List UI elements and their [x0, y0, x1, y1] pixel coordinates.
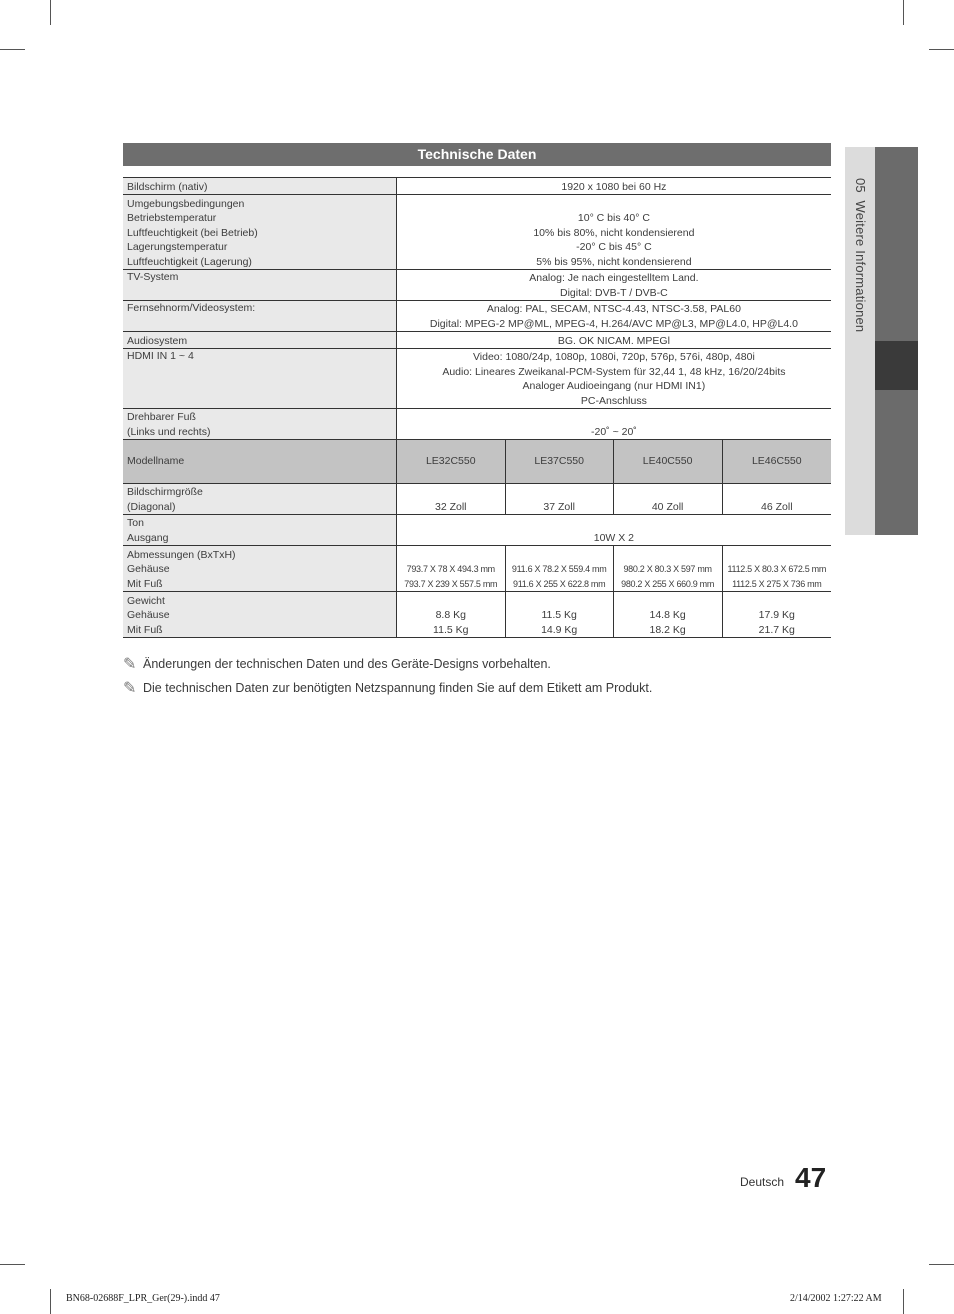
size-cell: 40 Zoll [613, 484, 722, 515]
row-value [396, 301, 831, 332]
row-label: Modellname [123, 440, 396, 484]
value-line: 14.8 Kg [649, 609, 686, 621]
value-line: Analoger Audioeingang (nur HDMI IN1) [522, 380, 706, 392]
label-line: Gehäuse [127, 563, 170, 575]
table-row [123, 484, 831, 515]
row-label [123, 409, 396, 440]
note [123, 678, 652, 698]
value-line: Audio: Lineares Zweikanal-PCM-System für 32,44 1, 48 kHz, 16/20/24bits [442, 365, 786, 378]
value-line: 18.2 Kg [649, 623, 686, 636]
crop-mark [903, 1289, 904, 1314]
value-line: 10% bis 80%, nicht kondensierend [533, 226, 695, 239]
table-row [123, 332, 831, 349]
value-line: 1112.5 X 80.3 X 672.5 mm [727, 564, 827, 574]
weight-cell [722, 592, 831, 638]
row-value [396, 195, 831, 270]
row-label: Fernsehnorm/Videosystem: [123, 301, 396, 332]
value-line: 911.6 X 78.2 X 559.4 mm [511, 564, 607, 574]
model-cell: LE46C550 [722, 440, 831, 484]
spec-table [123, 177, 831, 638]
table-row [123, 440, 831, 484]
table-row [123, 409, 831, 440]
value-line: 980.2 X 80.3 X 597 mm [623, 564, 712, 574]
value-line: 17.9 Kg [758, 609, 795, 621]
chapter-title: Weitere Informationen [853, 200, 868, 333]
row-label: Bildschirm (nativ) [123, 178, 396, 195]
pencil-icon: ✎ [123, 656, 137, 673]
note-text: Die technischen Daten zur benötigten Netzspannung finden Sie auf dem Etikett am Produkt. [143, 681, 653, 695]
value-line: 10° C bis 40° C [577, 212, 650, 224]
row-value: 10W X 2 [396, 515, 831, 546]
value-line: 793.7 X 239 X 557.5 mm [404, 578, 498, 589]
row-label [123, 195, 396, 270]
dimension-cell [396, 546, 505, 592]
dimension-cell [505, 546, 613, 592]
label-line: Umgebungsbedingungen [127, 197, 245, 210]
chapter-label [848, 178, 868, 338]
table-row [123, 195, 831, 270]
value-line: PC-Anschluss [580, 394, 647, 407]
table-row [123, 546, 831, 592]
label-line: Luftfeuchtigkeit (Lagerung) [127, 255, 252, 268]
row-label [123, 484, 396, 515]
table-row [123, 301, 831, 332]
label-line: Gehäuse [127, 609, 170, 621]
model-cell: LE37C550 [505, 440, 613, 484]
crop-mark [903, 0, 904, 25]
crop-mark [50, 0, 51, 25]
value-line: 8.8 Kg [435, 609, 466, 621]
table-row [123, 270, 831, 301]
value-line: 1112.5 X 275 X 736 mm [732, 578, 822, 589]
value-line: -20° C bis 45° C [576, 241, 652, 253]
label-line: Luftfeuchtigkeit (bei Betrieb) [127, 226, 258, 239]
row-value [396, 270, 831, 301]
weight-cell [505, 592, 613, 638]
model-cell: LE40C550 [613, 440, 722, 484]
value-line: 911.6 X 255 X 622.8 mm [513, 578, 606, 589]
size-cell: 37 Zoll [505, 484, 613, 515]
label-line: Ausgang [127, 531, 169, 544]
value-line: Analog: PAL, SECAM, NTSC-4.43, NTSC-3.58, PAL60 [486, 303, 741, 315]
value-line: 5% bis 95%, nicht kondensierend [536, 255, 692, 268]
label-line: (Links und rechts) [127, 425, 211, 438]
table-row [123, 178, 831, 195]
footer-language: Deutsch [740, 1175, 785, 1189]
crop-mark [0, 1264, 25, 1265]
slug-timestamp: 2/14/2002 1:27:22 AM [790, 1293, 882, 1304]
label-line: Drehbarer Fuß [127, 411, 196, 423]
table-row [123, 349, 831, 409]
weight-cell [396, 592, 505, 638]
value-line: 21.7 Kg [758, 623, 795, 636]
row-label: TV-System [123, 270, 396, 301]
row-value: -20˚ ~ 20˚ [396, 409, 831, 440]
label-line: Gewicht [127, 594, 165, 607]
label-line: Abmessungen (BxTxH) [127, 548, 236, 561]
value-line: Video: 1080/24p, 1080p, 1080i, 720p, 576p, 576i, 480p, 480i [472, 351, 755, 363]
table-row [123, 515, 831, 546]
value-line: 980.2 X 255 X 660.9 mm [621, 578, 715, 589]
note-text: Änderungen der technischen Daten und des Geräte-Designs vorbehalten. [143, 657, 551, 671]
row-label [123, 592, 396, 638]
label-line: Bildschirmgröße [127, 486, 203, 498]
label-line: Lagerungstemperatur [127, 241, 228, 253]
weight-cell [613, 592, 722, 638]
slug-file: BN68-02688F_LPR_Ger(29-).indd 47 [66, 1293, 220, 1304]
value-line: 11.5 Kg [541, 609, 577, 621]
label-line: Betriebstemperatur [127, 212, 217, 224]
value-line: Digital: MPEG-2 MP@ML, MPEG-4, H.264/AVC MP@L3, MP@L4.0, HP@L4.0 [429, 317, 798, 330]
pencil-icon: ✎ [123, 680, 137, 697]
table-title: Technische Daten [123, 143, 831, 166]
model-cell: LE32C550 [396, 440, 505, 484]
row-value: 1920 x 1080 bei 60 Hz [396, 178, 831, 195]
crop-mark [0, 49, 25, 50]
value-line: 11.5 Kg [433, 623, 469, 636]
dimension-cell [722, 546, 831, 592]
note [123, 654, 551, 674]
value-line: 793.7 X 78 X 494.3 mm [406, 564, 495, 574]
crop-mark [929, 49, 954, 50]
row-label [123, 515, 396, 546]
value-line: Digital: DVB-T / DVB-C [560, 286, 668, 299]
label-line: Ton [127, 517, 144, 529]
label-line: Mit Fuß [127, 577, 163, 590]
row-label [123, 546, 396, 592]
crop-mark [929, 1264, 954, 1265]
value-line: Analog: Je nach eingestelltem Land. [529, 272, 699, 284]
label-line: Mit Fuß [127, 623, 163, 636]
table-row [123, 592, 831, 638]
row-value [396, 349, 831, 409]
chapter-number: 05 [853, 178, 868, 193]
chapter-tab-marker [875, 341, 918, 390]
row-label: HDMI IN 1 ~ 4 [123, 349, 396, 409]
label-line: (Diagonal) [127, 500, 176, 513]
row-value: BG. OK NICAM. MPEGl [396, 332, 831, 349]
size-cell: 32 Zoll [396, 484, 505, 515]
dimension-cell [613, 546, 722, 592]
value-line: 14.9 Kg [541, 623, 578, 636]
page-number: 47 [795, 1162, 827, 1193]
size-cell: 46 Zoll [722, 484, 831, 515]
crop-mark [50, 1289, 51, 1314]
row-label: Audiosystem [123, 332, 396, 349]
